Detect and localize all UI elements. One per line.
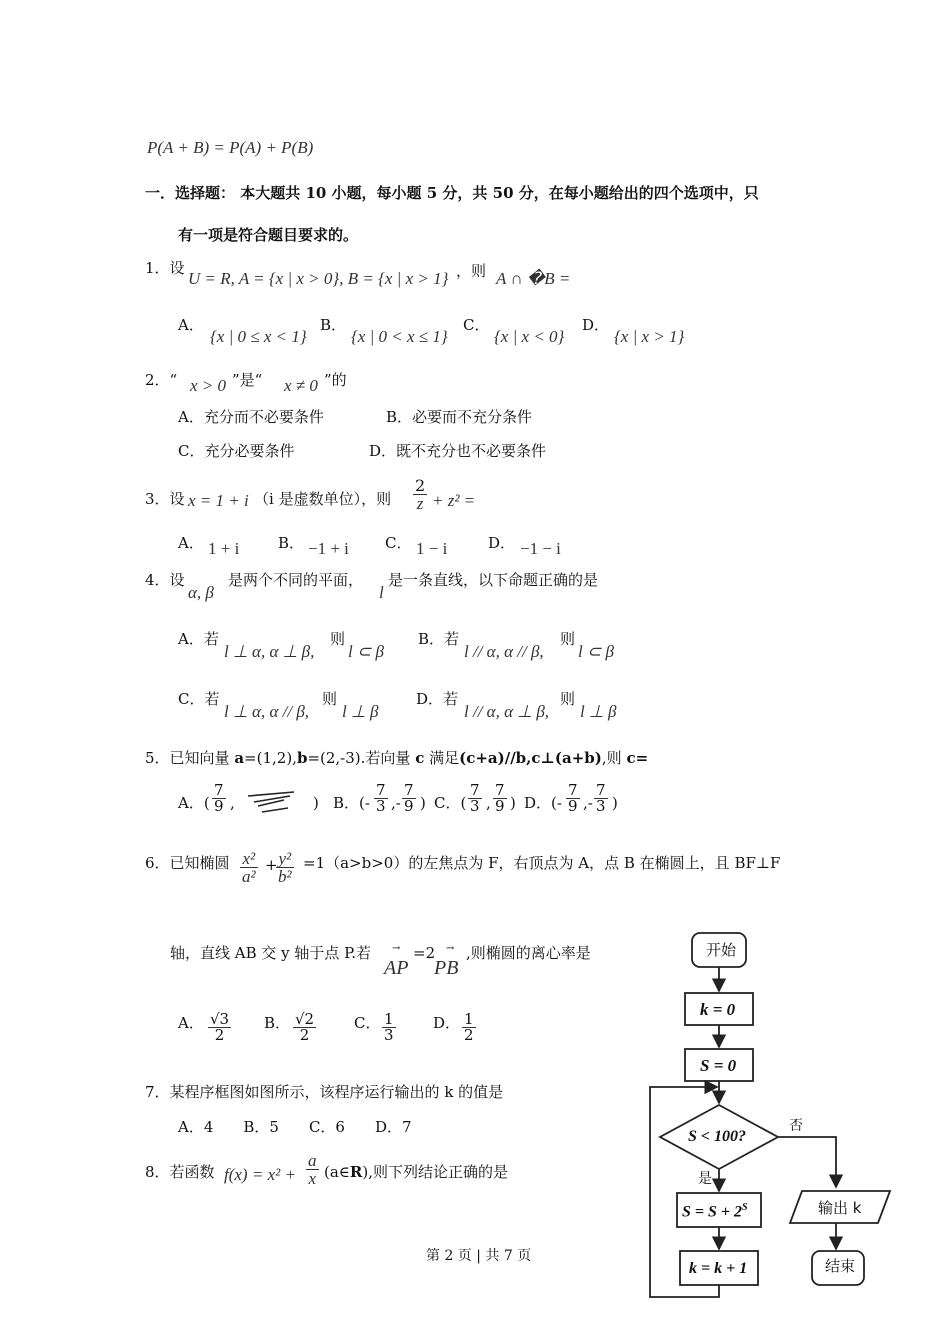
q5-option-a-label: A．( [178,794,210,812]
q6-vec-pb: PB [434,957,459,979]
flow-yes-label: 是 [698,1171,712,1187]
q5-vec-c: c [415,749,425,767]
q4-option-d-concl: l ⊥ β [580,702,617,721]
q1-sets: U = R, A = {x | x > 0}, B = {x | x > 1} [188,269,449,288]
flow-start-label: 开始 [706,941,737,959]
q6-x2: x² [240,850,258,868]
q5-c-num1: 7 [470,781,480,799]
q4-text1: 是两个不同的平面， [228,571,364,589]
q5-t2: =(2,-3).若向量 [307,749,416,767]
q2-mid: ”是“ [232,371,263,389]
q3-option-a-label: A． [178,534,204,552]
q1-target: A ∩ �B = [496,269,571,288]
q4-option-d-cond: l // α, α ⊥ β, [464,702,550,721]
q4-option-c-concl: l ⊥ β [342,702,379,721]
q2-number: 2．“ [145,371,178,389]
q6-option-c [382,1012,396,1043]
q5-option-c-frac2 [493,783,507,814]
q6-option-b [293,1012,316,1043]
q5-a-den: 9 [214,797,224,815]
q1-option-d-label: D． [582,316,610,334]
q6-c-den: 3 [384,1026,394,1044]
q3-frac-num: 2 [415,476,426,495]
q6-option-a [208,1012,231,1043]
q5-c-num2: 7 [495,781,505,799]
q6-text1: =1（a>b>0）的左焦点为 F，右顶点为 A，点 B 在椭圆上，且 BF⊥F [303,854,781,872]
q4-option-a-cond: l ⊥ α, α ⊥ β, [224,642,315,661]
q3-frac-den: z [416,494,424,513]
q3-number: 3．设 [145,490,185,508]
q1-option-c-label: C． [463,316,490,334]
q8-frac-num: a [308,1151,317,1170]
q4-option-b-label: B．若 [418,630,460,648]
q2-option-d: D．既不充分也不必要条件 [369,442,547,460]
q3-option-d: −1 − i [520,539,561,558]
q5-option-c-frac1 [468,783,482,814]
q4-option-b-then: 则 [560,630,576,648]
q8-tail [324,1165,508,1180]
q6-option-d [462,1012,476,1043]
section-heading: 一．选择题： 本大题共 10 小题，每小题 5 分，共 50 分，在每小题给出的四个选项中，只 [145,184,759,202]
q5-b-den1: 3 [376,797,386,815]
q1-option-b-label: B． [320,316,347,334]
q5-option-a-sep: , [230,794,235,812]
q3-note: （i 是虚数单位），则 [254,490,392,508]
q5-c-den1: 3 [470,797,480,815]
q6-vec-ap: AP [384,957,409,979]
q4-option-c-cond: l ⊥ α, α // β, [224,702,310,721]
q1-then: ，则 [456,262,487,280]
q5-condition: (c+a)//b,c⊥(a+b) [459,749,602,767]
q6-text2: 轴，直线 AB 交 y 轴于点 P.若 [170,944,371,962]
q5-option-c-label: C．( [434,794,467,812]
q6-a-den: 2 [214,1026,225,1044]
q6-option-d-label: D． [433,1014,461,1032]
flow-k0-label: k = 0 [700,1000,736,1019]
q6-c-num: 1 [384,1010,394,1028]
q3-option-a: 1 + i [208,539,240,558]
q7-text: 7．某程序框图如图所示，该程序运行输出的 k 的值是 [145,1083,504,1101]
q4-text2: 是一条直线，以下命题正确的是 [388,571,599,589]
q4-line: l [379,583,384,602]
q5-d-den1: 9 [568,797,578,815]
q8-frac-den: x [308,1169,317,1188]
q8-number: 8．若函数 [145,1163,215,1181]
q8-real-set: R [349,1163,363,1181]
q5-t4: ,则 [601,749,627,767]
q4-option-c-then: 则 [322,690,338,708]
q1-option-b: {x | 0 < x ≤ 1} [351,327,448,346]
q5-b-num2: 7 [404,781,414,799]
flowchart [640,925,910,1305]
q6-x-frac [240,850,258,885]
q6-number: 6．已知椭圆 [145,854,230,872]
q1-number: 1．设 [145,259,185,277]
q3-option-c-label: C． [385,534,412,552]
q6-a-num: √3 [210,1010,230,1028]
q6-plus: + [265,856,278,874]
q5-number: 5．已知向量 [145,749,235,767]
q5-d-den2: 3 [596,797,606,815]
q8-tail-b: ),则下列结论正确的是 [362,1163,508,1181]
q6-b2: b² [278,867,292,886]
q7-options: A．4 B．5 C．6 D．7 [178,1118,412,1136]
flow-output-label: 输出 k [818,1199,862,1217]
q4-option-d-label: D．若 [416,690,459,708]
flow-no-label: 否 [789,1118,803,1134]
q8-tail-a: (a∈ [324,1163,350,1181]
q5-d-num2: 7 [596,781,606,799]
q6-option-a-label: A． [178,1014,204,1032]
q6-arrow-pb-icon: → [446,943,455,954]
q5-option-d-label: D．(- [524,794,562,812]
q6-eq2: =2 [413,944,436,962]
q5-option-d-close: ) [612,794,618,812]
q5-b-num1: 7 [376,781,386,799]
q6-d-den: 2 [464,1026,474,1044]
q3-option-b: −1 + i [308,539,349,558]
q6-b-num: √2 [295,1010,315,1028]
q2-option-a: A．充分而不必要条件 [178,408,324,426]
q4-planes: α, β [188,583,214,602]
q5-vec-a: a [234,749,245,767]
q5-line [145,751,648,766]
q4-option-d-then: 则 [560,690,576,708]
q6-b-den: 2 [299,1026,310,1044]
q5-t3: 满足 [424,749,460,767]
q3-option-c: 1 − i [416,539,448,558]
q6-text3: ,则椭圆的离心率是 [466,944,591,962]
q6-arrow-ap-icon: → [392,943,401,954]
q5-option-b-close: ) [420,794,426,812]
flow-update-s-label [682,1203,748,1220]
q5-option-b-label: B．(- [333,794,370,812]
q4-option-a-then: 则 [330,630,346,648]
q5-option-d-frac1 [566,783,580,814]
q5-t1: =(1,2), [244,749,297,767]
flow-update-k-label: k = k + 1 [689,1260,748,1277]
flow-update-s-text: S = S + 2 [682,1203,743,1221]
formula-addition-rule: P(A + B) = P(A) + P(B) [147,138,314,157]
q4-option-a-label: A．若 [178,630,219,648]
section-heading-cont: 有一项是符合题目要求的。 [178,226,359,244]
q3-fraction [413,478,427,512]
q5-option-a-frac [212,783,226,814]
q2-end: ”的 [324,371,347,389]
q5-a-num: 7 [214,781,224,799]
q5-option-a-close: ) [313,794,319,812]
q4-option-b-cond: l // α, α // β, [464,642,544,661]
flow-s0-label: S = 0 [700,1056,737,1075]
flow-condition-label: S < 100? [688,1128,747,1145]
q6-y-frac [276,850,294,885]
q4-option-b-concl: l ⊂ β [578,642,614,661]
q6-option-c-label: C． [354,1014,381,1032]
q2-option-c: C．充分必要条件 [178,442,295,460]
q5-option-c-sep: , [486,794,491,812]
q2-condition-p: x > 0 [190,376,227,395]
flow-arrow-no [778,1137,836,1187]
q4-option-a-concl: l ⊂ β [348,642,384,661]
q3-expr: x = 1 + i [188,491,249,510]
q6-y2: y² [276,850,294,868]
q6-option-b-label: B． [264,1014,291,1032]
q6-d-num: 1 [464,1010,474,1028]
q4-option-c-label: C．若 [178,690,220,708]
q5-d-num1: 7 [568,781,578,799]
q1-option-c: {x | x < 0} [494,327,565,346]
q3-option-b-label: B． [278,534,305,552]
q8-function: f(x) = x² + [224,1165,296,1184]
q5-option-d-frac2 [594,783,608,814]
q1-option-a: {x | 0 ≤ x < 1} [210,327,307,346]
q5-b-den2: 9 [404,797,414,815]
q2-condition-q: x ≠ 0 [284,376,318,395]
q8-fraction [306,1152,319,1187]
q5-option-a-scribble [244,788,300,818]
q5-option-b-frac1 [374,783,388,814]
q5-vec-c2: c= [626,749,649,767]
q5-c-den2: 9 [495,797,505,815]
flow-update-s-exp: S [742,1202,748,1213]
flow-end-label: 结束 [825,1257,856,1275]
q5-option-d-sep: ,- [583,794,593,812]
q4-number: 4．设 [145,571,185,589]
q5-option-c-close: ) [510,794,516,812]
q3-option-d-label: D． [488,534,516,552]
page-footer: 第 2 页 | 共 7 页 [426,1248,532,1264]
q3-tail: + z² = [432,491,476,510]
q6-a2: a² [242,867,256,886]
q5-option-b-sep: ,- [391,794,401,812]
q5-option-b-frac2 [402,783,416,814]
q1-option-a-label: A． [178,316,204,334]
q1-option-d: {x | x > 1} [614,327,685,346]
q2-option-b: B．必要而不充分条件 [386,408,533,426]
q5-vec-b: b [296,749,308,767]
